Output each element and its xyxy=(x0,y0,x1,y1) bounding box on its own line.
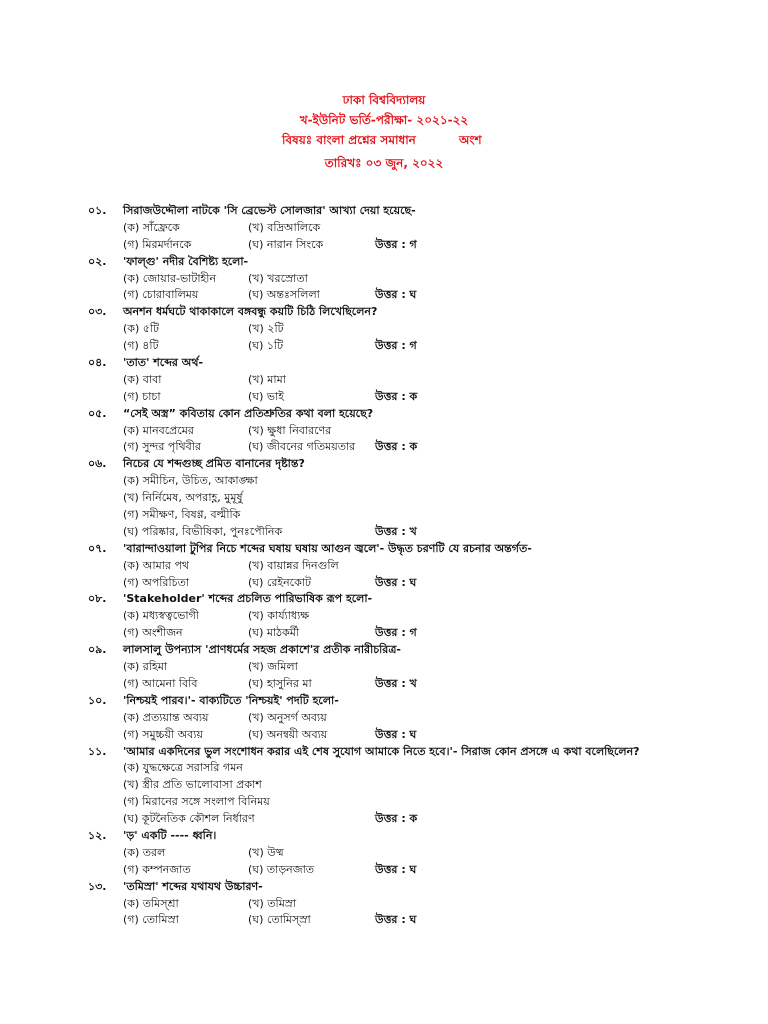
option: (ঘ) অনন্বয়ী অব্যয় xyxy=(248,727,328,741)
question-stem: 'তমিস্রা' শব্দের যথাযথ উচ্চারণ- xyxy=(123,879,263,893)
question-block xyxy=(0,541,768,592)
option-row xyxy=(0,659,768,676)
question-block xyxy=(0,879,768,930)
option: (খ) তমিস্রা xyxy=(248,896,297,910)
question-stem: 'Stakeholder' শব্দের প্রচলিত পারিভাষিক রূপ হলো- xyxy=(123,592,373,606)
option-row xyxy=(0,575,768,592)
question-stem: 'নিশ্চয়ই পারব।'- বাক্যটিতে 'নিশ্চয়ই' পদটি হলো- xyxy=(123,693,339,707)
question-stem: সিরাজউদ্দৌলা নাটকে 'সি ব্রেভেস্ট সোলজার' আখ্যা দেয়া হয়েছে- xyxy=(123,204,416,217)
option: (ঘ) ১টি xyxy=(248,339,284,353)
question-stem-row xyxy=(0,642,768,659)
option-row xyxy=(0,862,768,879)
option: (গ) সমীক্ষণ, বিষণ্ণ, বল্মীকি xyxy=(123,508,241,522)
option-row xyxy=(0,625,768,642)
option: (ক) ৫টি xyxy=(123,322,160,336)
option: (ক) জোয়ার-ভাটাহীন xyxy=(123,271,217,285)
answer-label: উত্তর : গ xyxy=(375,339,417,353)
option-row xyxy=(0,423,768,440)
question-block xyxy=(0,828,768,879)
question-number: ০৮. xyxy=(88,592,107,606)
question-stem: নিচের যে শব্দগুচ্ছ প্রমিত বানানের দৃষ্টান্ত? xyxy=(123,457,305,471)
option: (গ) কম্পনজাত xyxy=(123,862,191,876)
option-row xyxy=(0,271,768,288)
question-stem: 'ফাল্গু' নদীর বৈশিষ্ট্য হলো- xyxy=(123,254,249,268)
option: (খ) কার্য্যাধ্যক্ষ xyxy=(248,609,310,623)
question-stem: 'বারান্দাওয়ালা টুপির নিচে শব্দের ঘষায় ঘষায় আগুন জ্বলে'- উদ্ধৃত চরণটি যে রচনার অন্তর্গত- xyxy=(123,541,532,555)
option: (খ) বদ্রিআলিকে xyxy=(248,220,321,234)
subject-title: বিষয়ঃ বাংলা প্রশ্নের সমাধান xyxy=(282,133,416,147)
part-label: অংশ xyxy=(459,133,482,147)
option: (ক) আমার পথ xyxy=(123,558,190,572)
option: (গ) মিরমর্দানকে xyxy=(123,237,192,251)
option-row xyxy=(0,321,768,338)
option: (খ) নির্নিমেষ, অপরাহ্ণ, মুমূর্ষু xyxy=(123,491,243,505)
option: (খ) স্ত্রীর প্রতি ভালোবাসা প্রকাশ xyxy=(123,778,262,792)
option: (গ) অপরিচিতা xyxy=(123,575,190,589)
question-block xyxy=(0,304,768,355)
option: (গ) চোরাবালিময় xyxy=(123,288,199,302)
question-block xyxy=(0,744,768,828)
option: (ঘ) ভাই xyxy=(248,389,284,403)
option-row xyxy=(0,287,768,304)
option: (ক) তরল xyxy=(123,845,166,859)
answer-label: উত্তর : গ xyxy=(375,237,417,251)
option-row xyxy=(0,237,768,254)
option: (ক) সাঁফ্রেকে xyxy=(123,220,180,234)
option: (গ) ৪টি xyxy=(123,339,159,353)
question-block xyxy=(0,254,768,305)
answer-label: উত্তর : ক xyxy=(375,440,418,454)
answer-label: উত্তর : ঘ xyxy=(375,727,417,741)
question-block xyxy=(0,693,768,744)
question-number: ০২. xyxy=(88,254,107,268)
question-stem-row xyxy=(0,355,768,372)
option: (ক) প্রত্যয়ান্ত অব্যয় xyxy=(123,710,209,724)
option: (খ) খরস্রোতা xyxy=(248,271,308,285)
question-stem-row xyxy=(0,693,768,710)
question-stem-row xyxy=(0,456,768,473)
answer-label: উত্তর : গ xyxy=(375,626,417,640)
option: (ঘ) তোমিস্স্রা xyxy=(248,913,311,927)
option: (খ) ক্ষুধা নিবারণের xyxy=(248,423,332,437)
answer-label: উত্তর : ক xyxy=(375,389,418,403)
question-stem-row xyxy=(0,254,768,271)
option-row xyxy=(0,439,768,456)
question-number: ০৫. xyxy=(88,406,107,420)
answer-label: উত্তর : ঘ xyxy=(375,575,417,589)
option: (খ) বায়ান্নর দিনগুলি xyxy=(248,558,339,572)
question-block xyxy=(0,406,768,457)
option: (ক) মধ্যস্বত্বভোগী xyxy=(123,609,199,623)
option: (গ) তোমিস্রা xyxy=(123,913,179,927)
option: (ঘ) রেইনকোট xyxy=(248,575,311,589)
option-row xyxy=(0,490,768,507)
option: (গ) চাচা xyxy=(123,389,161,403)
option-row xyxy=(0,845,768,862)
option: (ঘ) পরিষ্কার, বিভীষিকা, পুনঃপৌনিক xyxy=(123,524,283,538)
question-number: ০১. xyxy=(88,204,107,217)
option-row xyxy=(0,777,768,794)
option-row xyxy=(0,912,768,929)
option: (গ) সুন্দর পৃথিবীর xyxy=(123,440,201,454)
option: (ঘ) অন্তঃসলিলা xyxy=(248,288,320,302)
option: (খ) ২টি xyxy=(248,322,284,336)
question-number: ১০. xyxy=(88,693,107,707)
option: (ঘ) নারান সিংকে xyxy=(248,237,324,251)
question-stem: 'ড়' একটি ---- ধ্বনি। xyxy=(123,828,217,842)
option: (গ) মিরানের সঙ্গে সংলাপ বিনিময় xyxy=(123,795,270,809)
question-number: ০৬. xyxy=(88,457,107,471)
option-row xyxy=(0,608,768,625)
option: (খ) মামা xyxy=(248,372,286,386)
answer-label: উত্তর : খ xyxy=(375,524,417,538)
option-row xyxy=(0,896,768,913)
option: (ঘ) মাঠকর্মী xyxy=(248,626,300,640)
option: (ঘ) জীবনের গতিময়তার xyxy=(248,440,356,454)
option: (ক) বাবা xyxy=(123,372,162,386)
option: (গ) অংশীজন xyxy=(123,626,183,640)
question-number: ০৩. xyxy=(88,305,107,319)
question-block xyxy=(0,355,768,406)
exam-title: খ-ইউনিট ভর্তি-পরীক্ষা- ২০২১-২২ xyxy=(299,113,469,127)
option: (ক) যুদ্ধক্ষেত্রে সরাসরি গমন xyxy=(123,761,243,775)
question-list xyxy=(0,203,768,929)
question-number: ০৭. xyxy=(88,541,107,555)
option-row xyxy=(0,220,768,237)
option-row xyxy=(0,727,768,744)
question-number: ১১. xyxy=(88,744,107,758)
option-row xyxy=(0,676,768,693)
option-row xyxy=(0,338,768,355)
question-stem: 'আমার একদিনের ভুল সংশোধন করার এই শেষ সুযোগ আমাকে নিতে হবে।'- সিরাজ কোন প্রসঙ্গে এ কথা বলেছিলেন? xyxy=(123,744,640,758)
answer-label: উত্তর : ক xyxy=(375,812,418,826)
option-row xyxy=(0,473,768,490)
option: (ক) তমিস্শ্রা xyxy=(123,896,179,910)
question-stem-row xyxy=(0,203,768,220)
option: (ক) মানবপ্রেমের xyxy=(123,423,194,437)
question-stem-row xyxy=(0,304,768,321)
option-row xyxy=(0,558,768,575)
question-stem: 'তাত' শব্দের অর্থ- xyxy=(123,356,204,370)
option-row xyxy=(0,794,768,811)
question-stem-row xyxy=(0,541,768,558)
question-stem-row xyxy=(0,591,768,608)
question-number: ১২. xyxy=(88,828,107,842)
question-stem: লালসালু উপন্যাস 'প্রাণধর্মের সহজ প্রকাশে'র প্রতীক নারীচরিত্র- xyxy=(123,643,401,657)
question-block xyxy=(0,642,768,693)
university-title: ঢাকা বিশ্ববিদ্যালয় xyxy=(342,93,426,107)
question-block xyxy=(0,591,768,642)
option: (ক) রহিমা xyxy=(123,660,168,674)
question-number: ০৪. xyxy=(88,356,107,370)
question-block xyxy=(0,456,768,540)
answer-label: উত্তর : ঘ xyxy=(375,862,417,876)
answer-label: উত্তর : ঘ xyxy=(375,288,417,302)
option: (খ) জমিলা xyxy=(248,660,298,674)
exam-date: তারিখঃ ০৩ জুন, ২০২২ xyxy=(324,156,444,170)
option-row xyxy=(0,507,768,524)
option-row xyxy=(0,710,768,727)
question-stem-row xyxy=(0,406,768,423)
option-row xyxy=(0,389,768,406)
question-stem-row xyxy=(0,744,768,761)
option: (ঘ) তাড়নজাত xyxy=(248,862,315,876)
option: (ক) সমীচিন, উচিত, আকাঙ্ক্ষা xyxy=(123,474,258,488)
option: (গ) সমুচ্চয়ী অব্যয় xyxy=(123,727,203,741)
option: (খ) উষ্ম xyxy=(248,845,284,859)
question-stem: অনশন ধর্মঘটে থাকাকালে বঙ্গবন্ধু কয়টি চিঠি লিখেছিলেন? xyxy=(123,305,378,319)
option: (ঘ) কূটনৈতিক কৌশল নির্ধারণ xyxy=(123,812,255,826)
answer-label: উত্তর : খ xyxy=(375,676,417,690)
question-number: ১৩. xyxy=(88,879,107,893)
option: (খ) অনুসর্গ অব্যয় xyxy=(248,710,327,724)
option-row xyxy=(0,811,768,828)
question-stem: “সেই অস্ত্র” কবিতায় কোন প্রতিশ্রুতির কথা বলা হয়েছে? xyxy=(123,406,374,420)
question-number: ০৯. xyxy=(88,643,107,657)
question-block xyxy=(0,203,768,254)
option-row xyxy=(0,372,768,389)
option: (ঘ) হাসুনির মা xyxy=(248,676,312,690)
option-row xyxy=(0,524,768,541)
answer-label: উত্তর : ঘ xyxy=(375,913,417,927)
question-stem-row xyxy=(0,828,768,845)
option: (গ) আমেনা বিবি xyxy=(123,676,198,690)
option-row xyxy=(0,760,768,777)
question-stem-row xyxy=(0,879,768,896)
